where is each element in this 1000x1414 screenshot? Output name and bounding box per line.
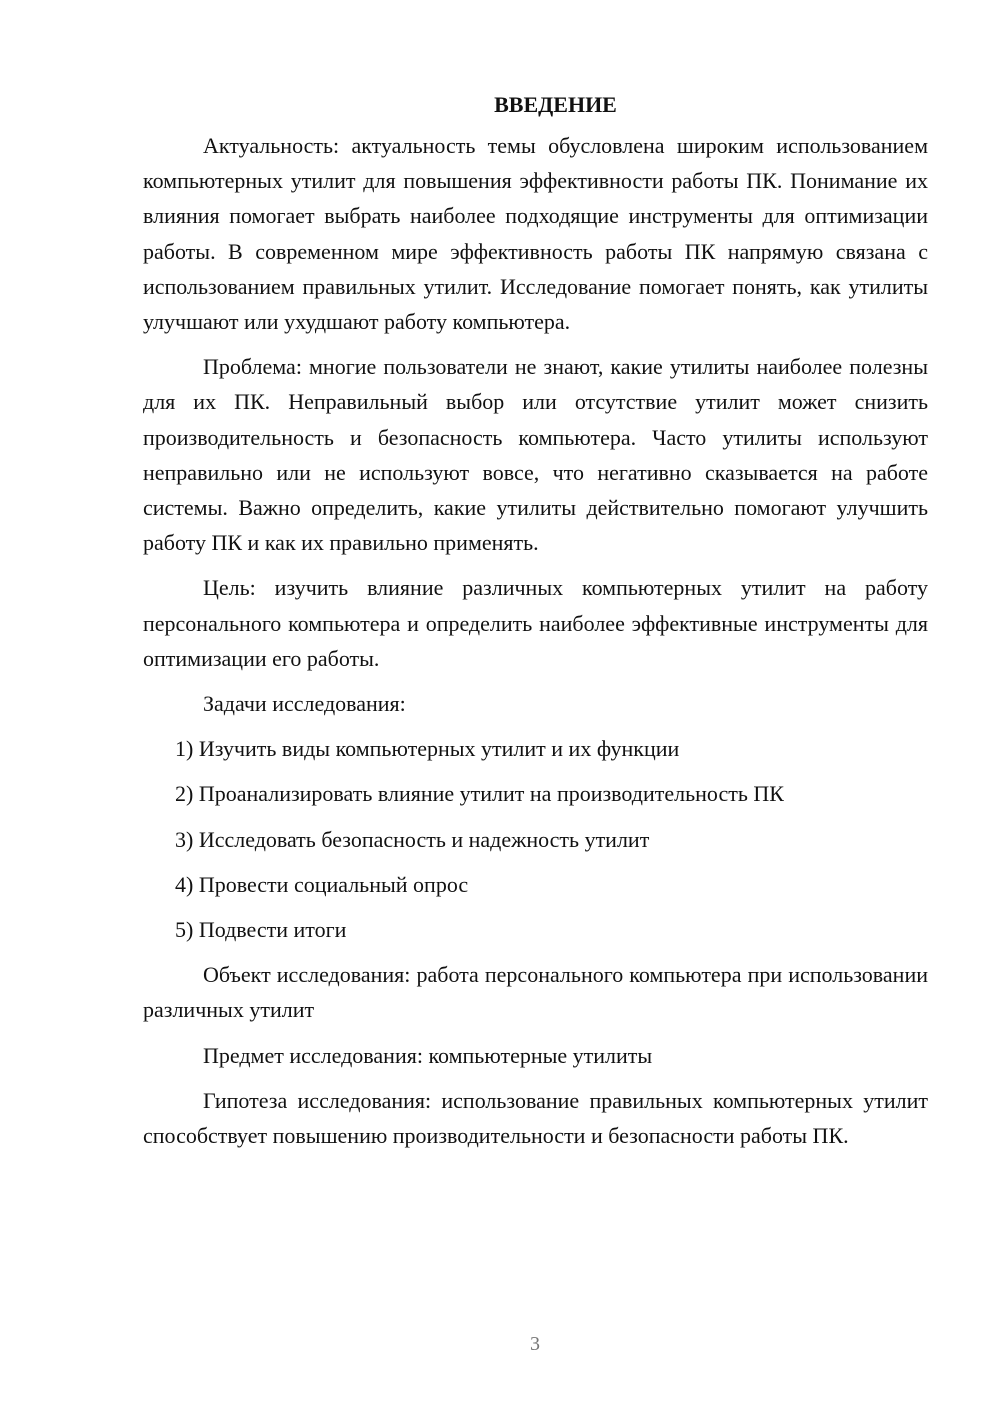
task-item: 4) Провести социальный опрос <box>175 871 469 897</box>
page-content <box>143 90 928 1163</box>
task-item: 3) Исследовать безопасность и надежность утилит <box>175 826 650 852</box>
paragraph-subject: Предмет исследования: компьютерные утилиты <box>203 1042 653 1068</box>
paragraph-goal: Цель: изучить влияние различных компьютерных утилит на работу персонального компьютера и определить наиболее эффективные инструменты для оптимизации его работы. <box>143 575 928 671</box>
tasks-title: Задачи исследования: <box>203 691 406 717</box>
task-item: 2) Проанализировать влияние утилит на производительность ПК <box>175 781 784 807</box>
task-item: 5) Подвести итоги <box>175 917 347 943</box>
page-number: 3 <box>530 1333 540 1355</box>
section-heading: ВВЕДЕНИЕ <box>494 92 617 117</box>
paragraph-object: Объект исследования: работа персонального компьютера при использовании различных утилит <box>143 962 928 1023</box>
paragraph-problem: Проблема: многие пользователи не знают, какие утилиты наиболее полезны для их ПК. Неправильный выбор или отсутствие утилит может снизить производительность и безопасность компьютера. Часто утилиты используют неправильно или не используют вовсе, что негативно сказывается на работе системы. Важно определить, какие утилиты действительно помогают улучшить работу ПК и как их правильно применять. <box>143 354 928 556</box>
paragraph-hypothesis: Гипотеза исследования: использование правильных компьютерных утилит способствует повышению производительности и безопасности работы ПК. <box>143 1087 928 1149</box>
paragraph-relevance: Актуальность: актуальность темы обусловлена широким использованием компьютерных утилит для повышения эффективности работы ПК. Понимание их влияния помогает выбрать наиболее подходящие инструменты для оптимизации работы. В современном мире эффективность работы ПК напрямую связана с использованием правильных утилит. Исследование помогает понять, как утилиты улучшают или ухудшают работу компьютера. <box>143 133 928 335</box>
task-item: 1) Изучить виды компьютерных утилит и их функции <box>175 736 680 762</box>
